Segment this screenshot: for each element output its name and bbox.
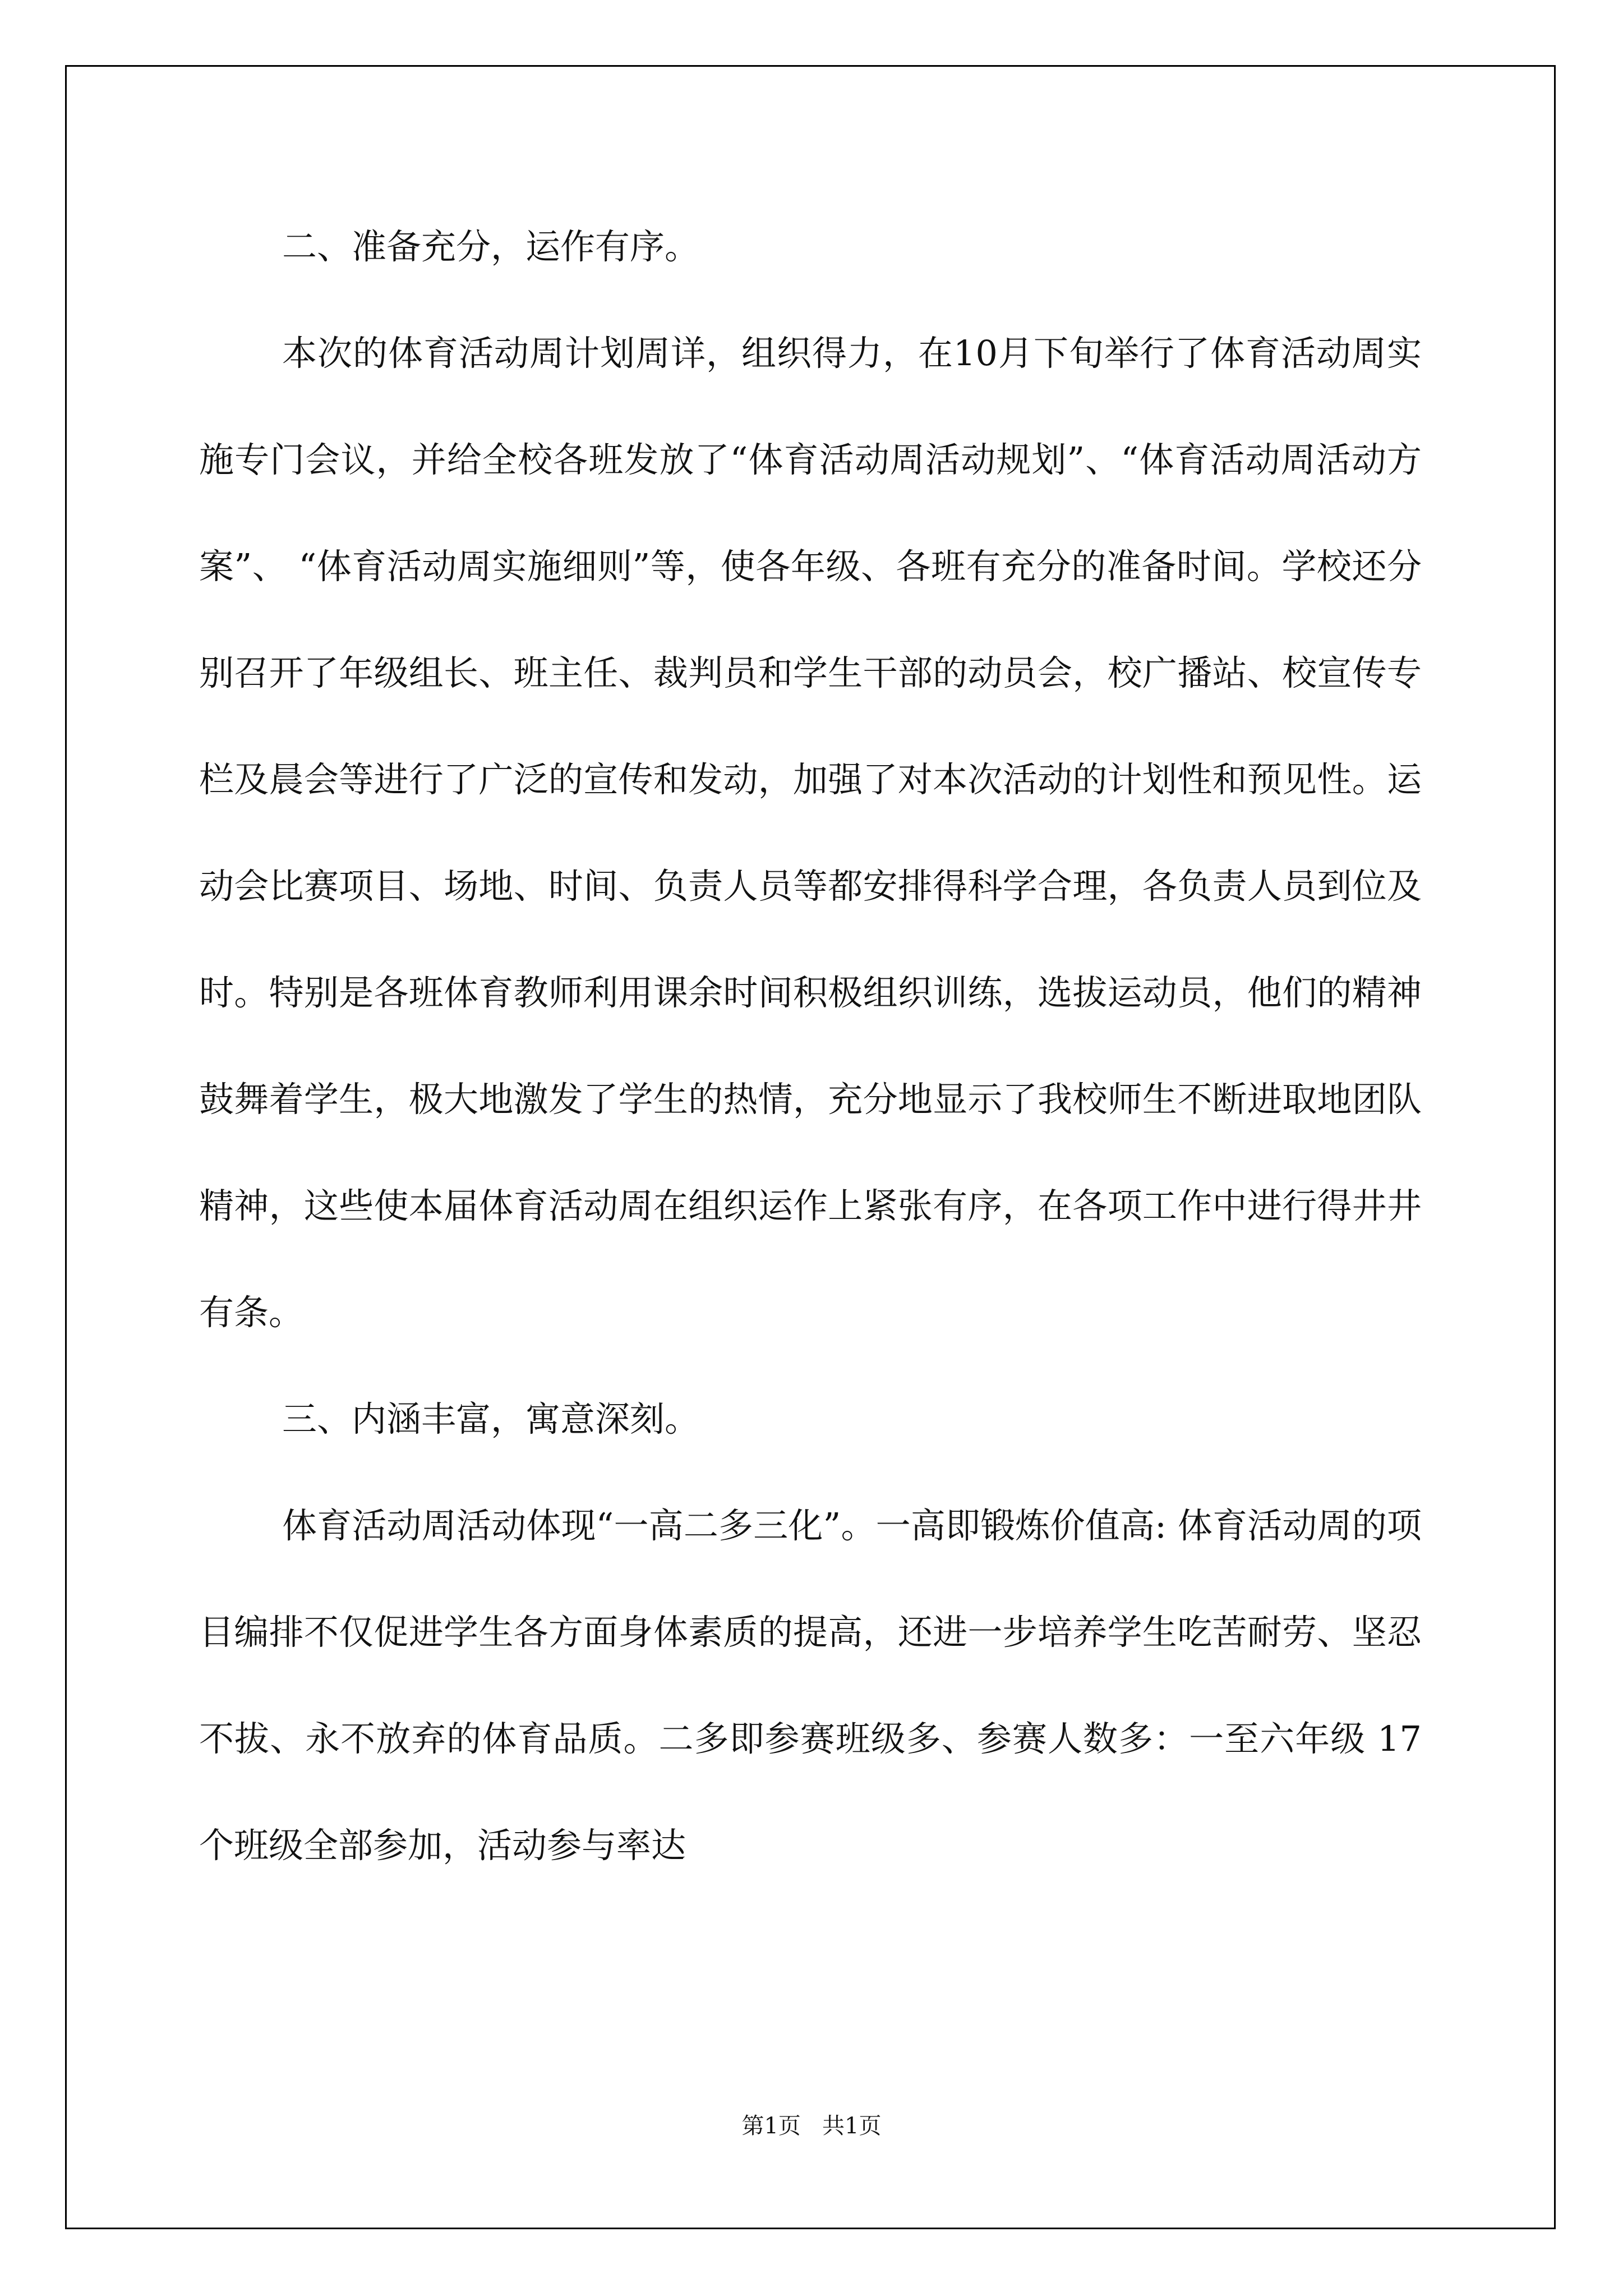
section-heading-2: 二、准备充分，运作有序。 [282,226,700,267]
document-body [199,194,1433,1899]
page-footer: 第1页 共1页 [741,2113,882,2139]
body-paragraph: 体育活动周活动体现“一高二多三化”。一高即锻炼价值高: 体育活动周的项目编排不仅促进学生各方面身体素质的提高，还进一步培养学生吃苦耐劳、坚忍不拔、永不放弃的体育品质。二多即参赛班级多、参赛人数多：一至六年级 17 个班级全部参加，活动参与率达 [199,1505,1433,1866]
body-paragraph: 本次的体育活动周计划周详，组织得力，在10月下旬举行了体育活动周实施专门会议，并给全校各班发放了“体育活动周活动规划”、“体育活动周活动方案”、 “体育活动周实施细则”等，使各年级、各班有充分的准备时间。学校还分别召开了年级组长、班主任、裁判员和学生干部的动员会，校广播站、校宣传专栏及晨会等进行了广泛的宣传和发动，加强了对本次活动的计划性和预见性。运动会比赛项目、场地、时间、负责人员等都安排得科学合理，各负责人员到位及时。特别是各班体育教师利用课余时间积极组织训练，选拔运动员，他们的精神鼓舞着学生，极大地激发了学生的热情，充分地显示了我校师生不断进取地团队精神，这些使本届体育活动周在组织运作上紧张有序，在各项工作中进行得井井有条。 [199,333,1422,1333]
section-heading-3: 三、内涵丰富，寓意深刻。 [282,1398,700,1439]
